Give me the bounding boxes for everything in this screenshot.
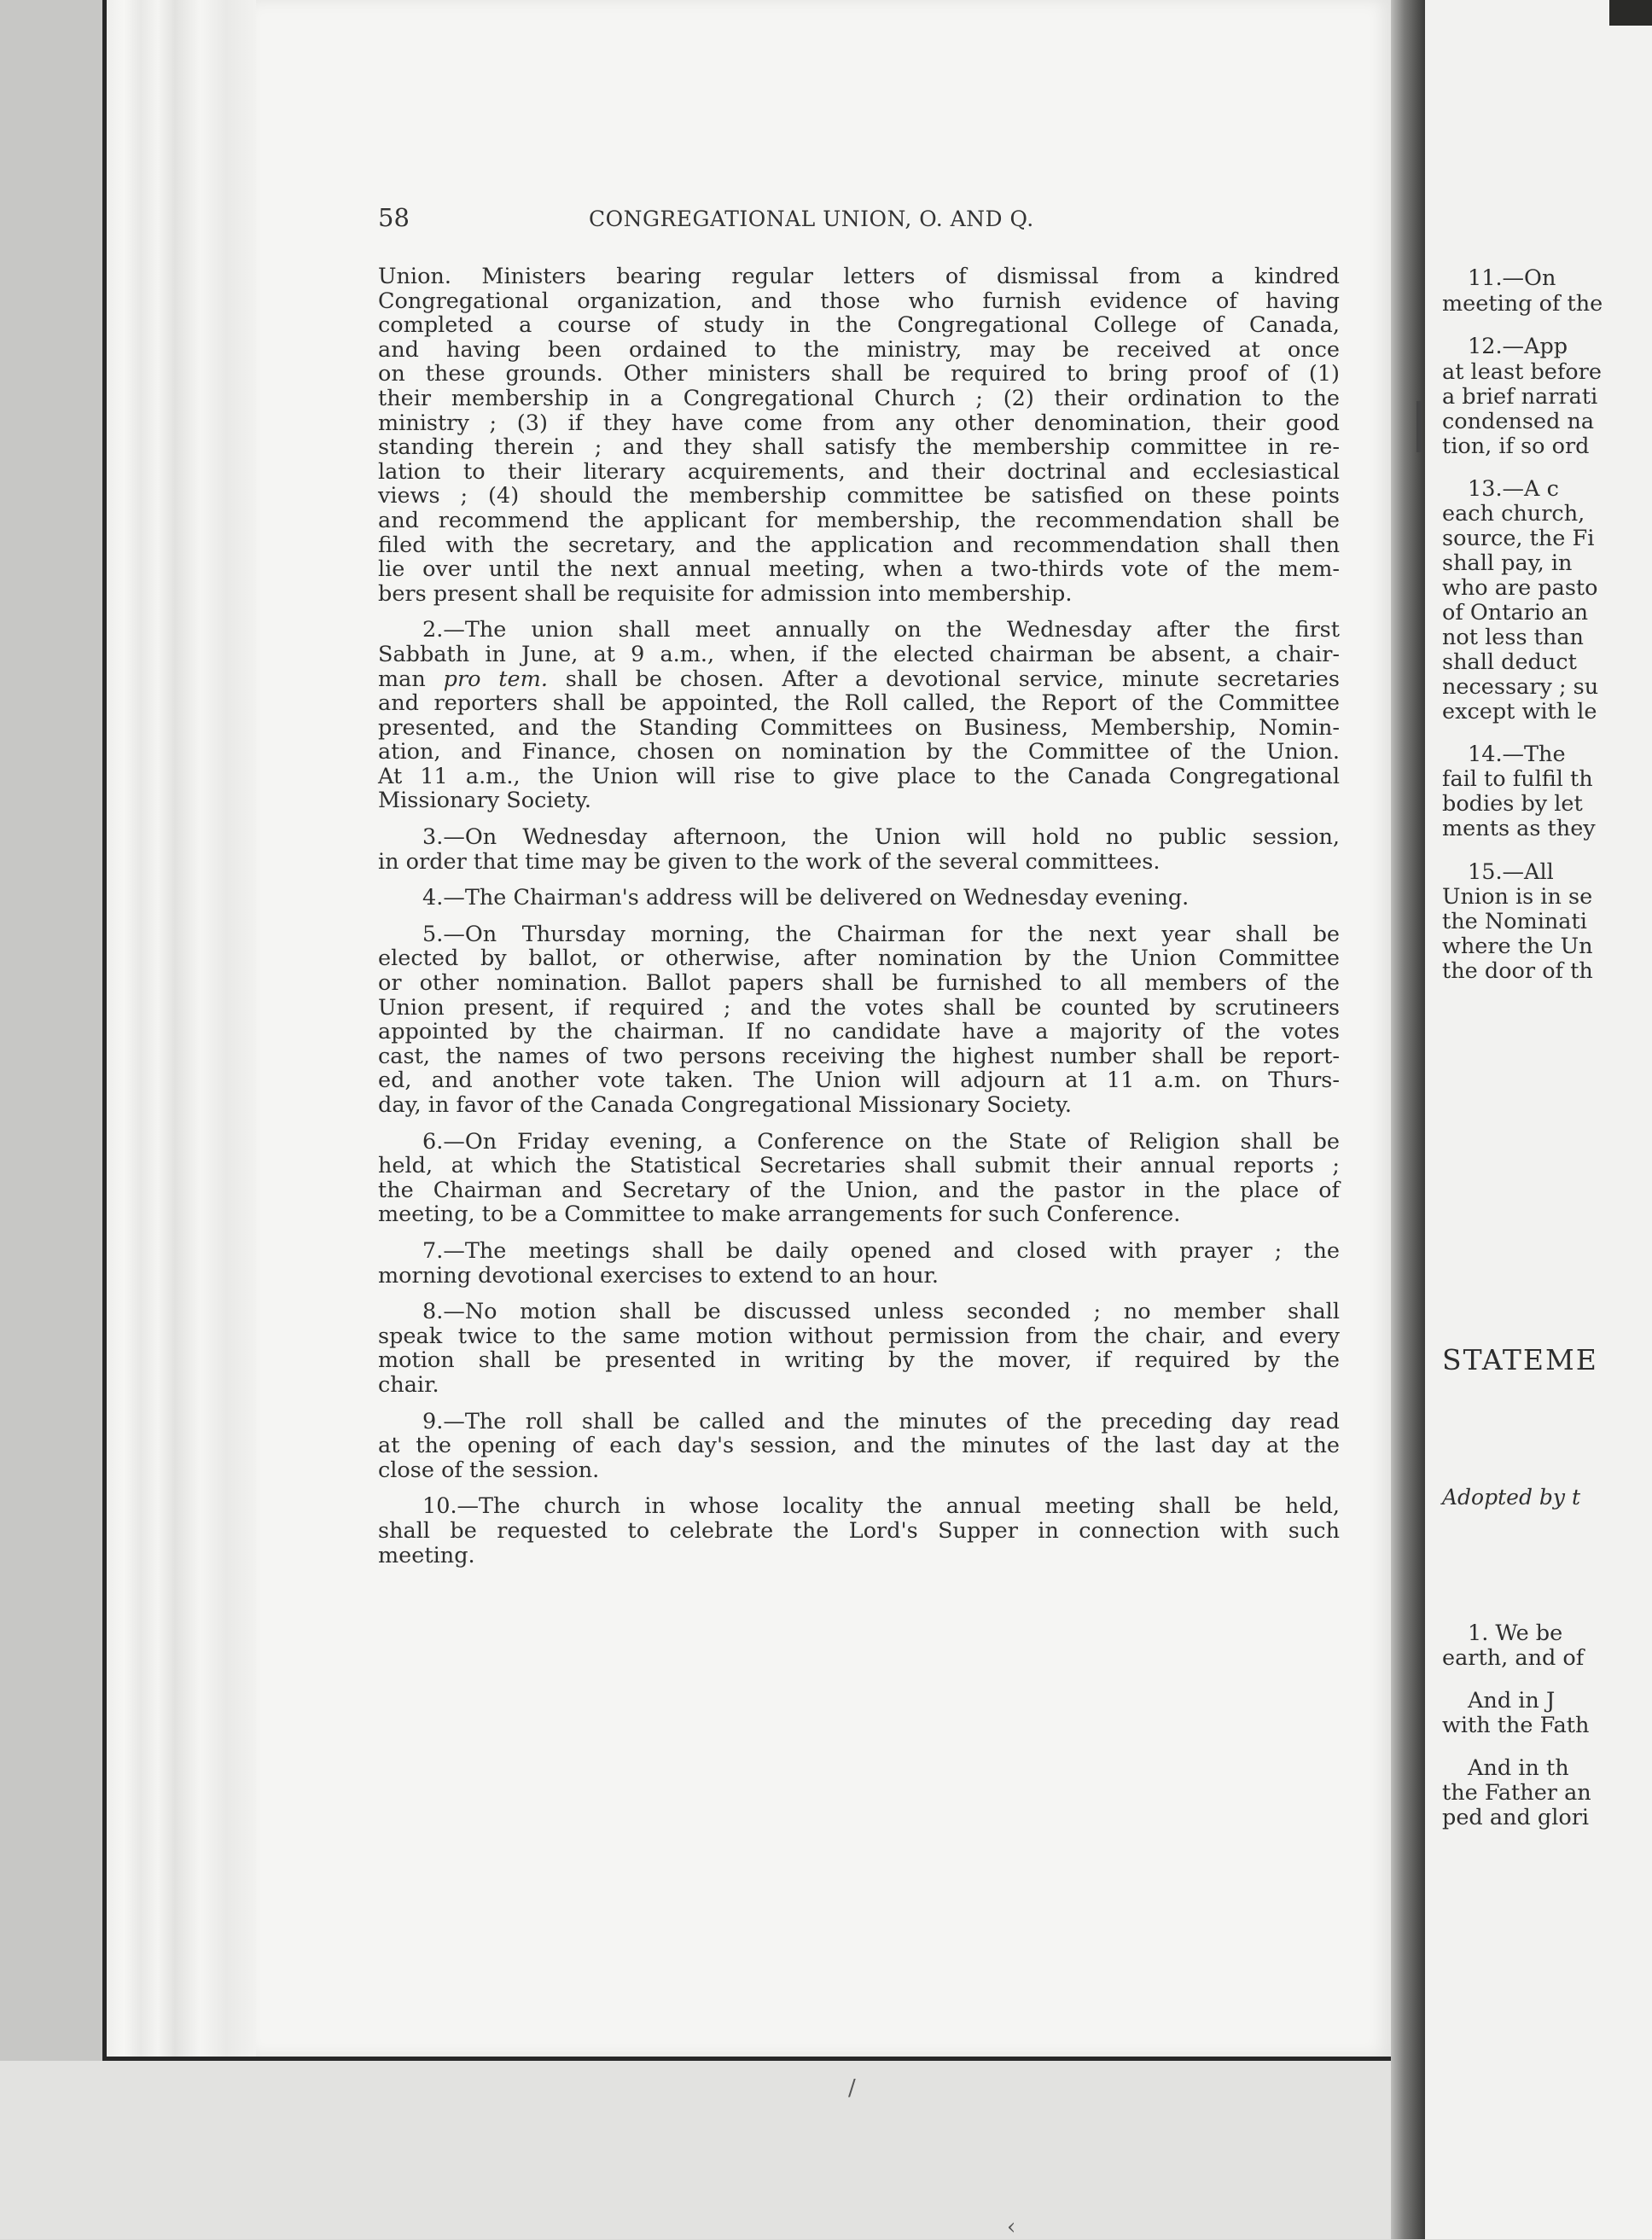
text-line: on these grounds. Other ministers shall be required to bring proof of (1) <box>378 361 1340 387</box>
text-line: 6.—On Friday evening, a Conference on the State of Religion shall be <box>422 1128 1340 1155</box>
text-line: 9.—The roll shall be called and the minutes of the preceding day read <box>422 1408 1340 1434</box>
right-page-line: tion, if so ord <box>1442 433 1590 459</box>
text-line: completed a course of study in the Congregational College of Canada, <box>378 312 1340 339</box>
text-line: at the opening of each day's session, and the minutes of the last day at the <box>378 1433 1340 1459</box>
text-line: man pro tem. shall be chosen. After a devotional service, minute secretaries <box>378 666 1340 692</box>
text-line: views ; (4) should the membership committee be satisfied on these points <box>378 483 1340 509</box>
right-page-heading: STATEME <box>1442 1343 1598 1376</box>
right-page-line: each church, <box>1442 501 1585 527</box>
right-page-line: earth, and of <box>1442 1645 1585 1671</box>
right-page-line: 1. We be <box>1468 1620 1563 1646</box>
text-line: chair. <box>378 1371 439 1398</box>
text-line: 8.—No motion shall be discussed unless seconded ; no member shall <box>422 1299 1340 1325</box>
text-line: the Chairman and Secretary of the Union, and the pastor in the place of <box>378 1177 1340 1203</box>
right-page-line: meeting of the <box>1442 291 1603 317</box>
right-page-line: source, the Fi <box>1442 526 1595 551</box>
text-line: lie over until the next annual meeting, when a two-thirds vote of the mem- <box>378 556 1340 583</box>
right-page-line: And in th <box>1468 1755 1569 1781</box>
text-line: or other nomination. Ballot papers shall be furnished to all members of the <box>378 970 1340 997</box>
paragraph <box>378 618 1340 813</box>
right-page-line: of Ontario an <box>1442 600 1589 625</box>
right-page-line: 13.—A c <box>1468 476 1559 502</box>
paragraph <box>378 886 1340 911</box>
text-line: 7.—The meetings shall be daily opened and closed with prayer ; the <box>422 1237 1340 1264</box>
text-line: morning devotional exercises to extend to an hour. <box>378 1262 939 1289</box>
right-page-line: necessary ; su <box>1442 674 1599 700</box>
text-line: speak twice to the same motion without permission from the chair, and every <box>378 1323 1340 1349</box>
text-line: ation, and Finance, chosen on nomination by the Committee of the Union. <box>378 739 1340 765</box>
text-line: elected by ballot, or otherwise, after nomination by the Union Committee <box>378 945 1340 972</box>
right-page-line: 12.—App <box>1468 334 1568 359</box>
text-line: meeting. <box>378 1542 475 1568</box>
paragraph <box>378 1239 1340 1288</box>
right-page-line: the door of th <box>1442 958 1593 984</box>
text-line: Congregational organization, and those who furnish evidence of having <box>378 288 1340 314</box>
text-line: 3.—On Wednesday afternoon, the Union will hold no public session, <box>422 824 1340 851</box>
right-page-line: 15.—All <box>1468 859 1554 885</box>
text-line: appointed by the chairman. If no candidate have a majority of the votes <box>378 1019 1340 1045</box>
text-line: bers present shall be requisite for admission into membership. <box>378 580 1073 607</box>
left-page <box>256 0 1391 2057</box>
right-page-line: 11.—On <box>1468 265 1556 291</box>
text-line: 2.—The union shall meet annually on the Wednesday after the first <box>422 617 1340 643</box>
book-gutter <box>1391 0 1425 2239</box>
right-page-line: ments as they <box>1442 816 1596 841</box>
right-page-adopted-line: Adopted by t <box>1442 1485 1581 1510</box>
text-line: and recommend the applicant for membership, the recommendation shall be <box>378 507 1340 533</box>
text-line: close of the session. <box>378 1457 600 1483</box>
text-line: Union. Ministers bearing regular letters of dismissal from a kindred <box>378 264 1340 289</box>
text-line: day, in favor of the Canada Congregational Missionary Society. <box>378 1092 1072 1118</box>
right-page-line: bodies by let <box>1442 791 1583 817</box>
right-page-line: fail to fulfil th <box>1442 766 1593 792</box>
page-number: 58 <box>378 203 410 232</box>
text-line: filed with the secretary, and the application and recommendation shall then <box>378 532 1340 558</box>
right-page-line: the Nominati <box>1442 909 1587 934</box>
right-page-line: Union is in se <box>1442 884 1593 910</box>
text-line: presented, and the Standing Committees on Business, Membership, Nomin- <box>378 714 1340 741</box>
right-page-line: a brief narrati <box>1442 384 1598 410</box>
right-page-line: with the Fath <box>1442 1713 1590 1738</box>
bottom-strip <box>0 2061 1396 2239</box>
text-line: At 11 a.m., the Union will rise to give place to the Canada Congregational <box>378 763 1340 789</box>
text-line: held, at which the Statistical Secretaries shall submit their annual reports ; <box>378 1153 1340 1179</box>
text-line: motion shall be presented in writing by the mover, if required by the <box>378 1347 1340 1374</box>
scan-speck: ‹ <box>1007 2214 1016 2240</box>
body-text <box>378 265 1340 1580</box>
text-line: 4.—The Chairman's address will be delivered on Wednesday evening. <box>422 885 1190 911</box>
text-line: ministry ; (3) if they have come from any other denomination, their good <box>378 410 1340 436</box>
right-page-line: at least before <box>1442 359 1602 385</box>
running-head: CONGREGATIONAL UNION, O. AND Q. <box>589 207 1034 231</box>
right-page-line: shall pay, in <box>1442 550 1573 576</box>
right-page <box>1425 0 1652 2239</box>
text-line: ed, and another vote taken. The Union will adjourn at 11 a.m. on Thurs- <box>378 1068 1340 1094</box>
text-line: Missionary Society. <box>378 788 591 814</box>
page-edges <box>107 0 265 2057</box>
text-line: 5.—On Thursday morning, the Chairman for the next year shall be <box>422 921 1340 947</box>
text-line: shall be requested to celebrate the Lord's Supper in connection with such <box>378 1517 1340 1544</box>
scanner-corner <box>1609 0 1652 26</box>
text-line: Union present, if required ; and the votes shall be counted by scrutineers <box>378 994 1340 1021</box>
paragraph <box>378 825 1340 874</box>
right-page-line: the Father an <box>1442 1780 1591 1806</box>
text-line: meeting, to be a Committee to make arrangements for such Conference. <box>378 1201 1181 1228</box>
right-page-line: ped and glori <box>1442 1805 1590 1830</box>
paragraph <box>378 1494 1340 1568</box>
paragraph <box>378 922 1340 1118</box>
text-line: their membership in a Congregational Church ; (2) their ordination to the <box>378 385 1340 411</box>
text-line: lation to their literary acquirements, and their doctrinal and ecclesiastical <box>378 458 1340 485</box>
right-page-line: who are pasto <box>1442 575 1598 601</box>
right-page-line: condensed na <box>1442 409 1595 434</box>
paragraph <box>378 1300 1340 1397</box>
right-page-line: And in J <box>1468 1688 1556 1713</box>
text-line: cast, the names of two persons receiving the highest number shall be report- <box>378 1043 1340 1069</box>
text-line: and reporters shall be appointed, the Roll called, the Report of the Committee <box>378 690 1340 717</box>
text-line: 10.—The church in whose locality the annual meeting shall be held, <box>422 1493 1340 1520</box>
edge-mark <box>1416 401 1422 452</box>
text-line: in order that time may be given to the work of the several committees. <box>378 848 1160 875</box>
outer-margin <box>0 0 102 2239</box>
paragraph <box>378 265 1340 606</box>
right-page-line: 14.—The <box>1468 742 1566 767</box>
scan-speck: / <box>848 2075 856 2101</box>
right-page-line: not less than <box>1442 625 1584 650</box>
text-line: standing therein ; and they shall satisfy the membership committee in re- <box>378 434 1340 461</box>
right-page-line: except with le <box>1442 699 1597 724</box>
text-line: Sabbath in June, at 9 a.m., when, if the elected chairman be absent, a chair- <box>378 641 1340 667</box>
text-line: and having been ordained to the ministry, may be received at once <box>378 336 1340 363</box>
paragraph <box>378 1130 1340 1227</box>
paragraph <box>378 1410 1340 1483</box>
right-page-line: shall deduct <box>1442 649 1577 675</box>
right-page-line: where the Un <box>1442 934 1593 959</box>
